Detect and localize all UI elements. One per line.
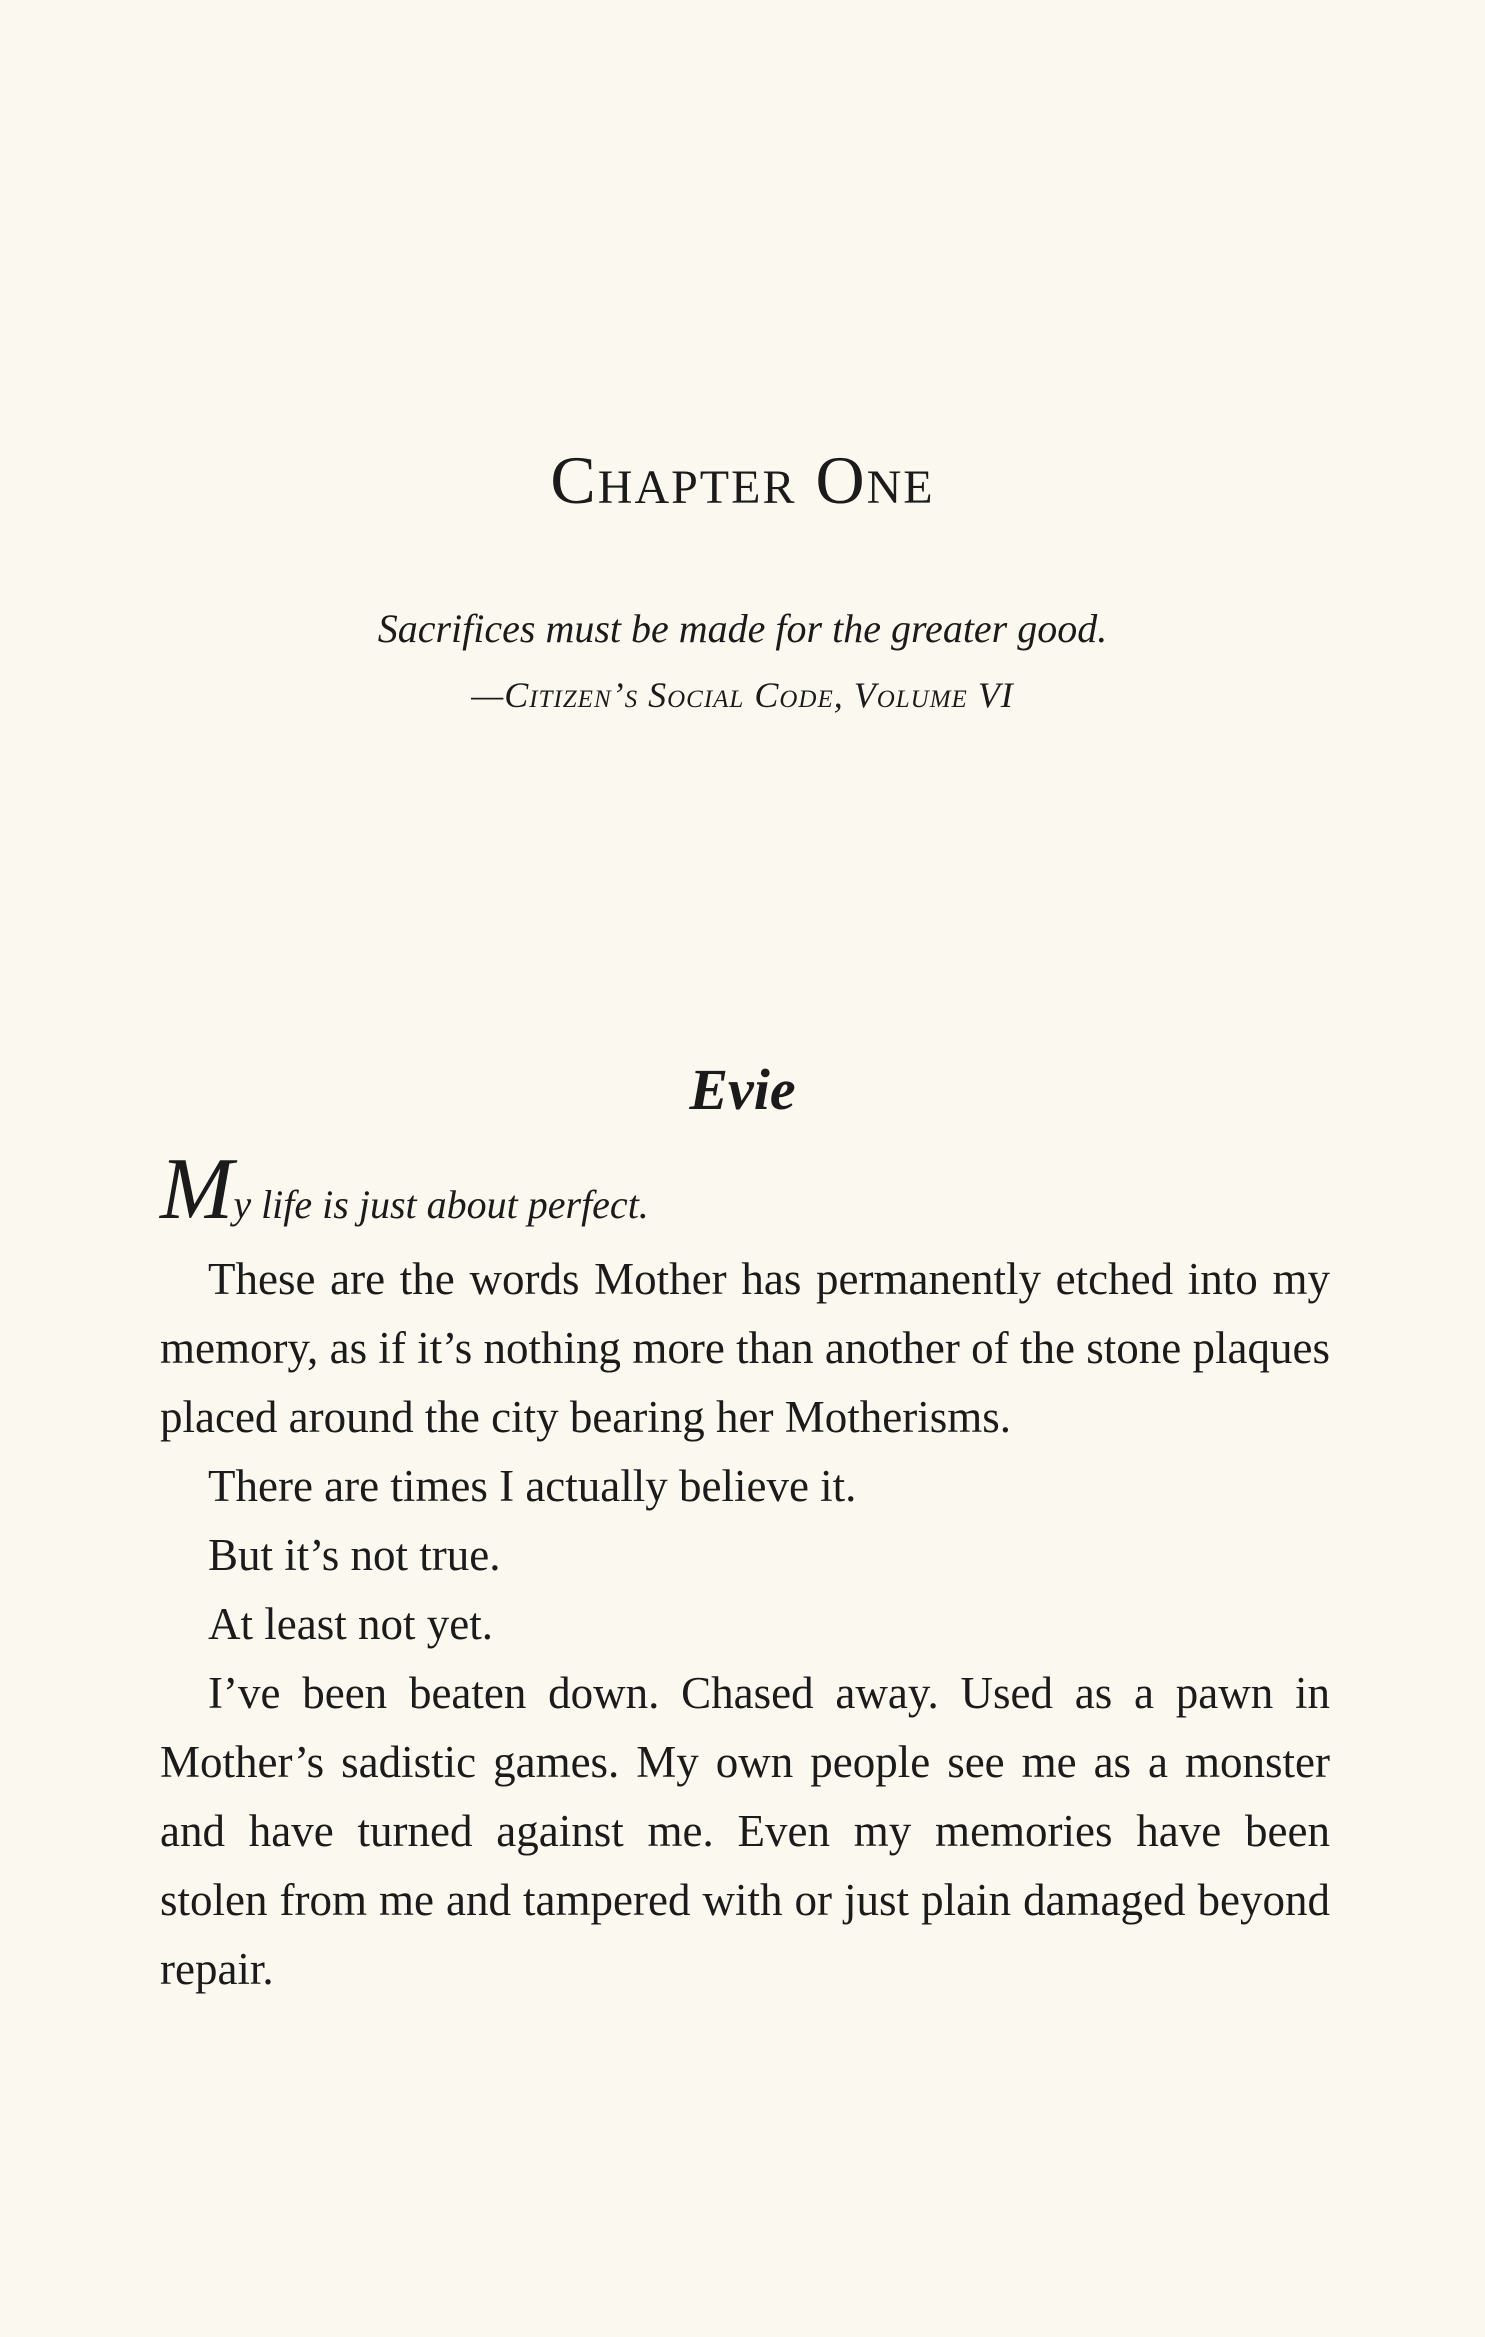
drop-cap: M xyxy=(160,1141,234,1238)
opening-line-text: y life is just about perfect. xyxy=(233,1182,649,1227)
paragraph: I’ve been beaten down. Chased away. Used as a pawn in Mother’s sadistic games. My own people see me as a monster and have turned against me. Even my memories have been stolen from me and tampered with or just plain damaged beyond repair. xyxy=(160,1668,1330,1994)
paragraph: There are times I actually believe it. xyxy=(208,1461,857,1511)
opening-line xyxy=(160,1141,1330,1245)
body-text xyxy=(160,1141,1330,2004)
section-name: Evie xyxy=(689,1057,796,1122)
paragraph: These are the words Mother has permanently etched into my memory, as if it’s nothing more than another of the stone plaques placed around the city bearing her Motherisms. xyxy=(160,1254,1330,1442)
epigraph-quote: Sacrifices must be made for the greater good. xyxy=(377,606,1108,651)
paragraph: At least not yet. xyxy=(208,1599,493,1649)
chapter-title: Chapter One xyxy=(550,442,935,518)
paragraph: But it’s not true. xyxy=(208,1530,501,1580)
epigraph-source: —Citizen’s Social Code, Volume VI xyxy=(471,675,1014,715)
